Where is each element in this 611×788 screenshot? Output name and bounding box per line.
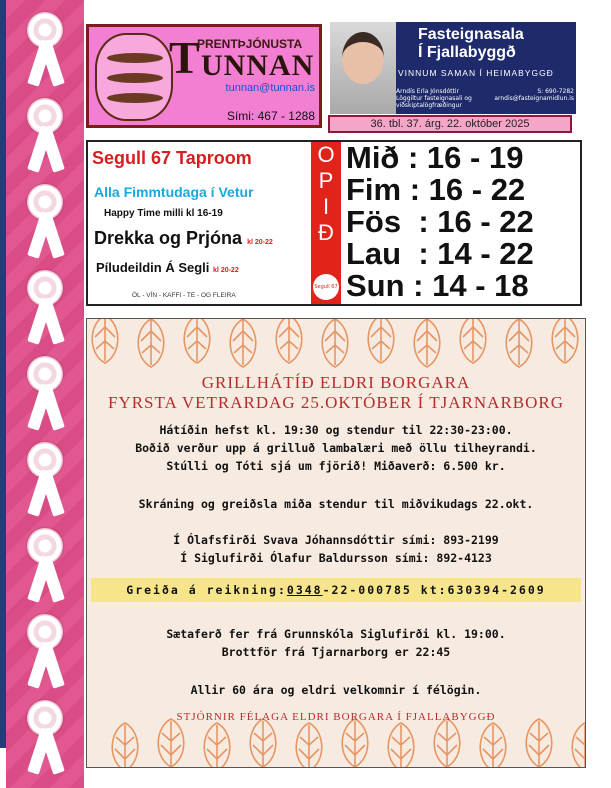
leaf-icon <box>92 319 118 363</box>
agent-contact <box>484 88 574 102</box>
leaf-icon <box>296 723 322 768</box>
leaf-icon <box>138 319 164 367</box>
segull-line-1: Alla Fimmtudaga í Vetur <box>94 184 254 200</box>
grill-footer: STJÓRNIR FÉLAGA ELDRI BORGARA Í FJALLABYGGÐ <box>176 711 496 723</box>
segull-line-4: Píludeildin Á Segli kl 20-22 <box>96 260 239 275</box>
leaf-icon <box>184 319 210 363</box>
segull-footer: ÖL - VÍN - KAFFI - TE - OG FLEIRA <box>132 292 236 299</box>
hours-row: Fim : 16 - 22 <box>346 172 526 207</box>
grill-poster <box>86 318 586 768</box>
bank-rest: -22-000785 kt:630394-2609 <box>322 583 546 597</box>
open-banner <box>311 142 341 304</box>
open-letter: I <box>322 194 330 219</box>
leaf-icon <box>572 723 586 768</box>
bank-label: Greiða á reikning: <box>126 583 287 597</box>
grill-text: Í Ólafsfirði Svava Jóhannsdóttir sími: 893-2199 <box>173 533 499 547</box>
leaf-icon <box>414 319 440 367</box>
ribbon-icon <box>14 354 76 434</box>
tunnan-initial: T <box>169 32 200 83</box>
segull-ad <box>86 140 582 306</box>
segull-line-4-time: kl 20-22 <box>213 267 239 274</box>
ribbon-icon <box>14 440 76 520</box>
leaf-icon <box>158 719 184 767</box>
segull-line-3: Drekka og Prjóna kl 20-22 <box>94 228 273 248</box>
grill-text: Í Siglufirði Ólafur Baldursson sími: 892-4123 <box>180 551 492 565</box>
hours-row: Sun : 14 - 18 <box>346 268 529 303</box>
tunnan-tagline: PRENTÞJÓNUSTA <box>197 37 303 51</box>
agent-name: Arndís Erla Jónsdóttir <box>396 88 459 95</box>
grill-text: Brottför frá Tjarnarborg er 22:45 <box>221 645 451 659</box>
leaf-icon <box>112 723 138 768</box>
agent-photo <box>330 22 396 114</box>
leaf-icon <box>526 719 552 767</box>
leaf-icon <box>276 319 302 363</box>
grill-text: Skráning og greiðsla miða stendur til miðvikudags 22.okt. <box>138 497 534 511</box>
agent-title: Löggiltur fasteignasali og viðskiptalögfræðingur <box>396 95 472 109</box>
tunnan-name: UNNAN <box>201 49 315 82</box>
leaf-icon <box>460 319 486 363</box>
fasteign-title-1: Fasteignasala <box>418 26 524 43</box>
leaf-icon <box>342 719 368 767</box>
leaf-icon <box>552 319 578 363</box>
ribbon-icon <box>14 10 76 90</box>
ribbon-icon <box>14 526 76 606</box>
tunnan-ad <box>86 24 322 128</box>
leaf-icon <box>434 719 460 767</box>
ribbon-icon <box>14 182 76 262</box>
ribbon-icon <box>14 268 76 348</box>
ribbon-icon <box>14 698 76 778</box>
opening-hours <box>346 142 580 302</box>
hours-row: Fös : 16 - 22 <box>346 204 534 239</box>
segull-line-2: Happy Time milli kl 16-19 <box>104 208 223 219</box>
leaf-icon <box>368 319 394 363</box>
grill-text: Stúlli og Tóti sjá um fjörið! Miðaverð: 6.500 kr. <box>166 459 506 473</box>
fasteign-title-2: Í Fjallabyggð <box>418 44 516 61</box>
hours-row: Mið : 16 - 19 <box>346 140 524 175</box>
grill-text: Boðið verður upp á grilluð lambalæri með öllu tilheyrandi. <box>135 441 537 455</box>
segull-title: Segull 67 Taproom <box>92 148 252 168</box>
segull-line-3-time: kl 20-22 <box>247 239 273 246</box>
barrel-icon <box>95 33 173 121</box>
ribbon-icon <box>14 612 76 692</box>
agent-info <box>396 88 476 109</box>
agent-email[interactable]: arndis@fasteignamidlun.is <box>494 95 574 102</box>
leaf-icon <box>250 719 276 767</box>
grill-title-1: GRILLHÁTÍÐ ELDRI BORGARA <box>201 373 471 392</box>
bank-account-banner <box>91 578 581 602</box>
leaf-icon <box>204 723 230 768</box>
grill-text: Sætaferð fer frá Grunnskóla Siglufirði kl. 19:00. <box>166 627 506 641</box>
open-letter: O <box>317 142 335 167</box>
leaf-icon <box>480 723 506 768</box>
fasteign-slogan: VINNUM SAMAN Í HEIMABYGGÐ <box>398 68 554 78</box>
open-letter: Ð <box>318 220 334 245</box>
leaf-icon <box>230 319 256 367</box>
open-letter: P <box>318 168 334 193</box>
leaf-icon <box>388 723 414 768</box>
grill-text: Allir 60 ára og eldri velkomnir í félögin. <box>190 683 482 697</box>
grill-title-2: FYRSTA VETRARDAG 25.OKTÓBER Í TJARNARBORG <box>107 393 565 412</box>
leaf-icon <box>322 319 348 367</box>
segull-logo: Segull 67 <box>313 274 339 300</box>
bank-number: 0348 <box>286 583 323 597</box>
fasteignasala-ad <box>330 22 576 114</box>
hours-row: Lau : 14 - 22 <box>346 236 534 271</box>
issue-banner: 36. tbl. 37. árg. 22. október 2025 <box>328 115 572 133</box>
tunnan-email[interactable]: tunnan@tunnan.is <box>225 82 315 94</box>
grill-text: Hátíðin hefst kl. 19:30 og stendur til 22:30-23:00. <box>159 423 513 437</box>
leaf-icon <box>506 319 532 367</box>
tunnan-phone: Sími: 467 - 1288 <box>226 109 315 123</box>
ribbon-strip <box>6 0 84 788</box>
agent-phone: S: 690-7282 <box>537 88 574 95</box>
ribbon-icon <box>14 96 76 176</box>
